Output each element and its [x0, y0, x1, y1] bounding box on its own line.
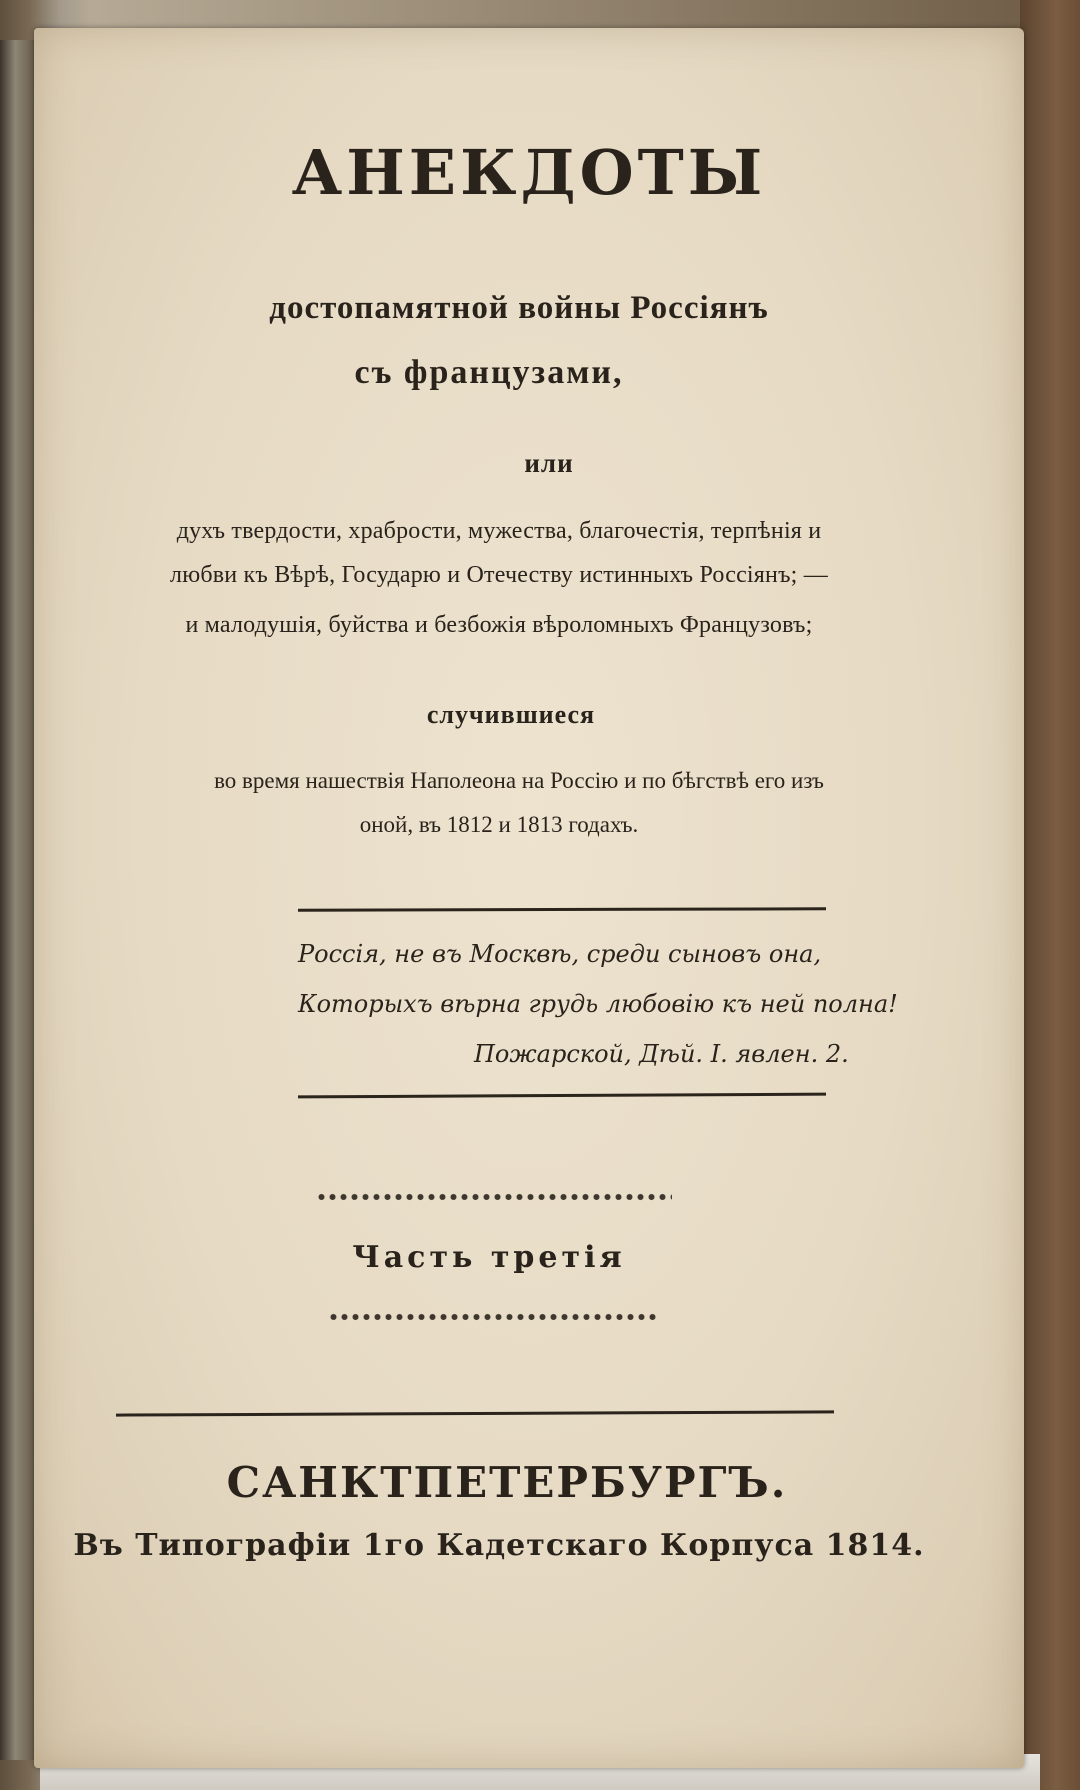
ornament-dots-bottom: [328, 1312, 658, 1322]
divider-rule-bottom: [298, 1093, 826, 1099]
imprint-city: САНКТПЕТЕРБУРГЪ.: [226, 1458, 788, 1507]
description-line-1: духъ твердости, храбрости, мужества, благочестія, терпѣнія и: [176, 518, 822, 544]
ornament-dots-top: [316, 1192, 672, 1202]
epigraph-line-2: Которыхъ вѣрна грудь любовію къ ней полна!: [298, 990, 898, 1018]
divider-rule-top: [298, 907, 826, 911]
conjunction-or: или: [524, 448, 574, 478]
happened-heading: случившиеся: [426, 700, 596, 729]
subtitle-line-1: достопамятной войны Россіянъ: [269, 290, 769, 326]
epigraph-attribution: Пожарской, Дѣй. I. явлен. 2.: [474, 1040, 849, 1068]
divider-rule-imprint: [116, 1410, 834, 1416]
time-line-1: во время нашествія Наполеона на Россію и по бѣгствѣ его изъ: [214, 768, 824, 793]
description-line-3: и малодушія, буйства и безбожія вѣроломныхъ Французовъ;: [185, 612, 813, 638]
book-cover-board: [1020, 0, 1080, 1790]
title-page: [34, 28, 1024, 1768]
book-title: АНЕКДОТЫ: [291, 136, 767, 209]
imprint-printer: Въ Типографіи 1го Кадетскаго Корпуса 1814.: [73, 1528, 925, 1563]
time-line-2: оной, въ 1812 и 1813 годахъ.: [359, 812, 639, 837]
description-line-2: любви къ Вѣрѣ, Государю и Отечеству истинныхъ Россіянъ; —: [170, 562, 828, 588]
part-label: Часть третія: [352, 1240, 626, 1275]
subtitle-line-2: съ французами,: [354, 354, 624, 391]
epigraph-line-1: Россія, не въ Москвѣ, среди сыновъ она,: [298, 940, 822, 968]
